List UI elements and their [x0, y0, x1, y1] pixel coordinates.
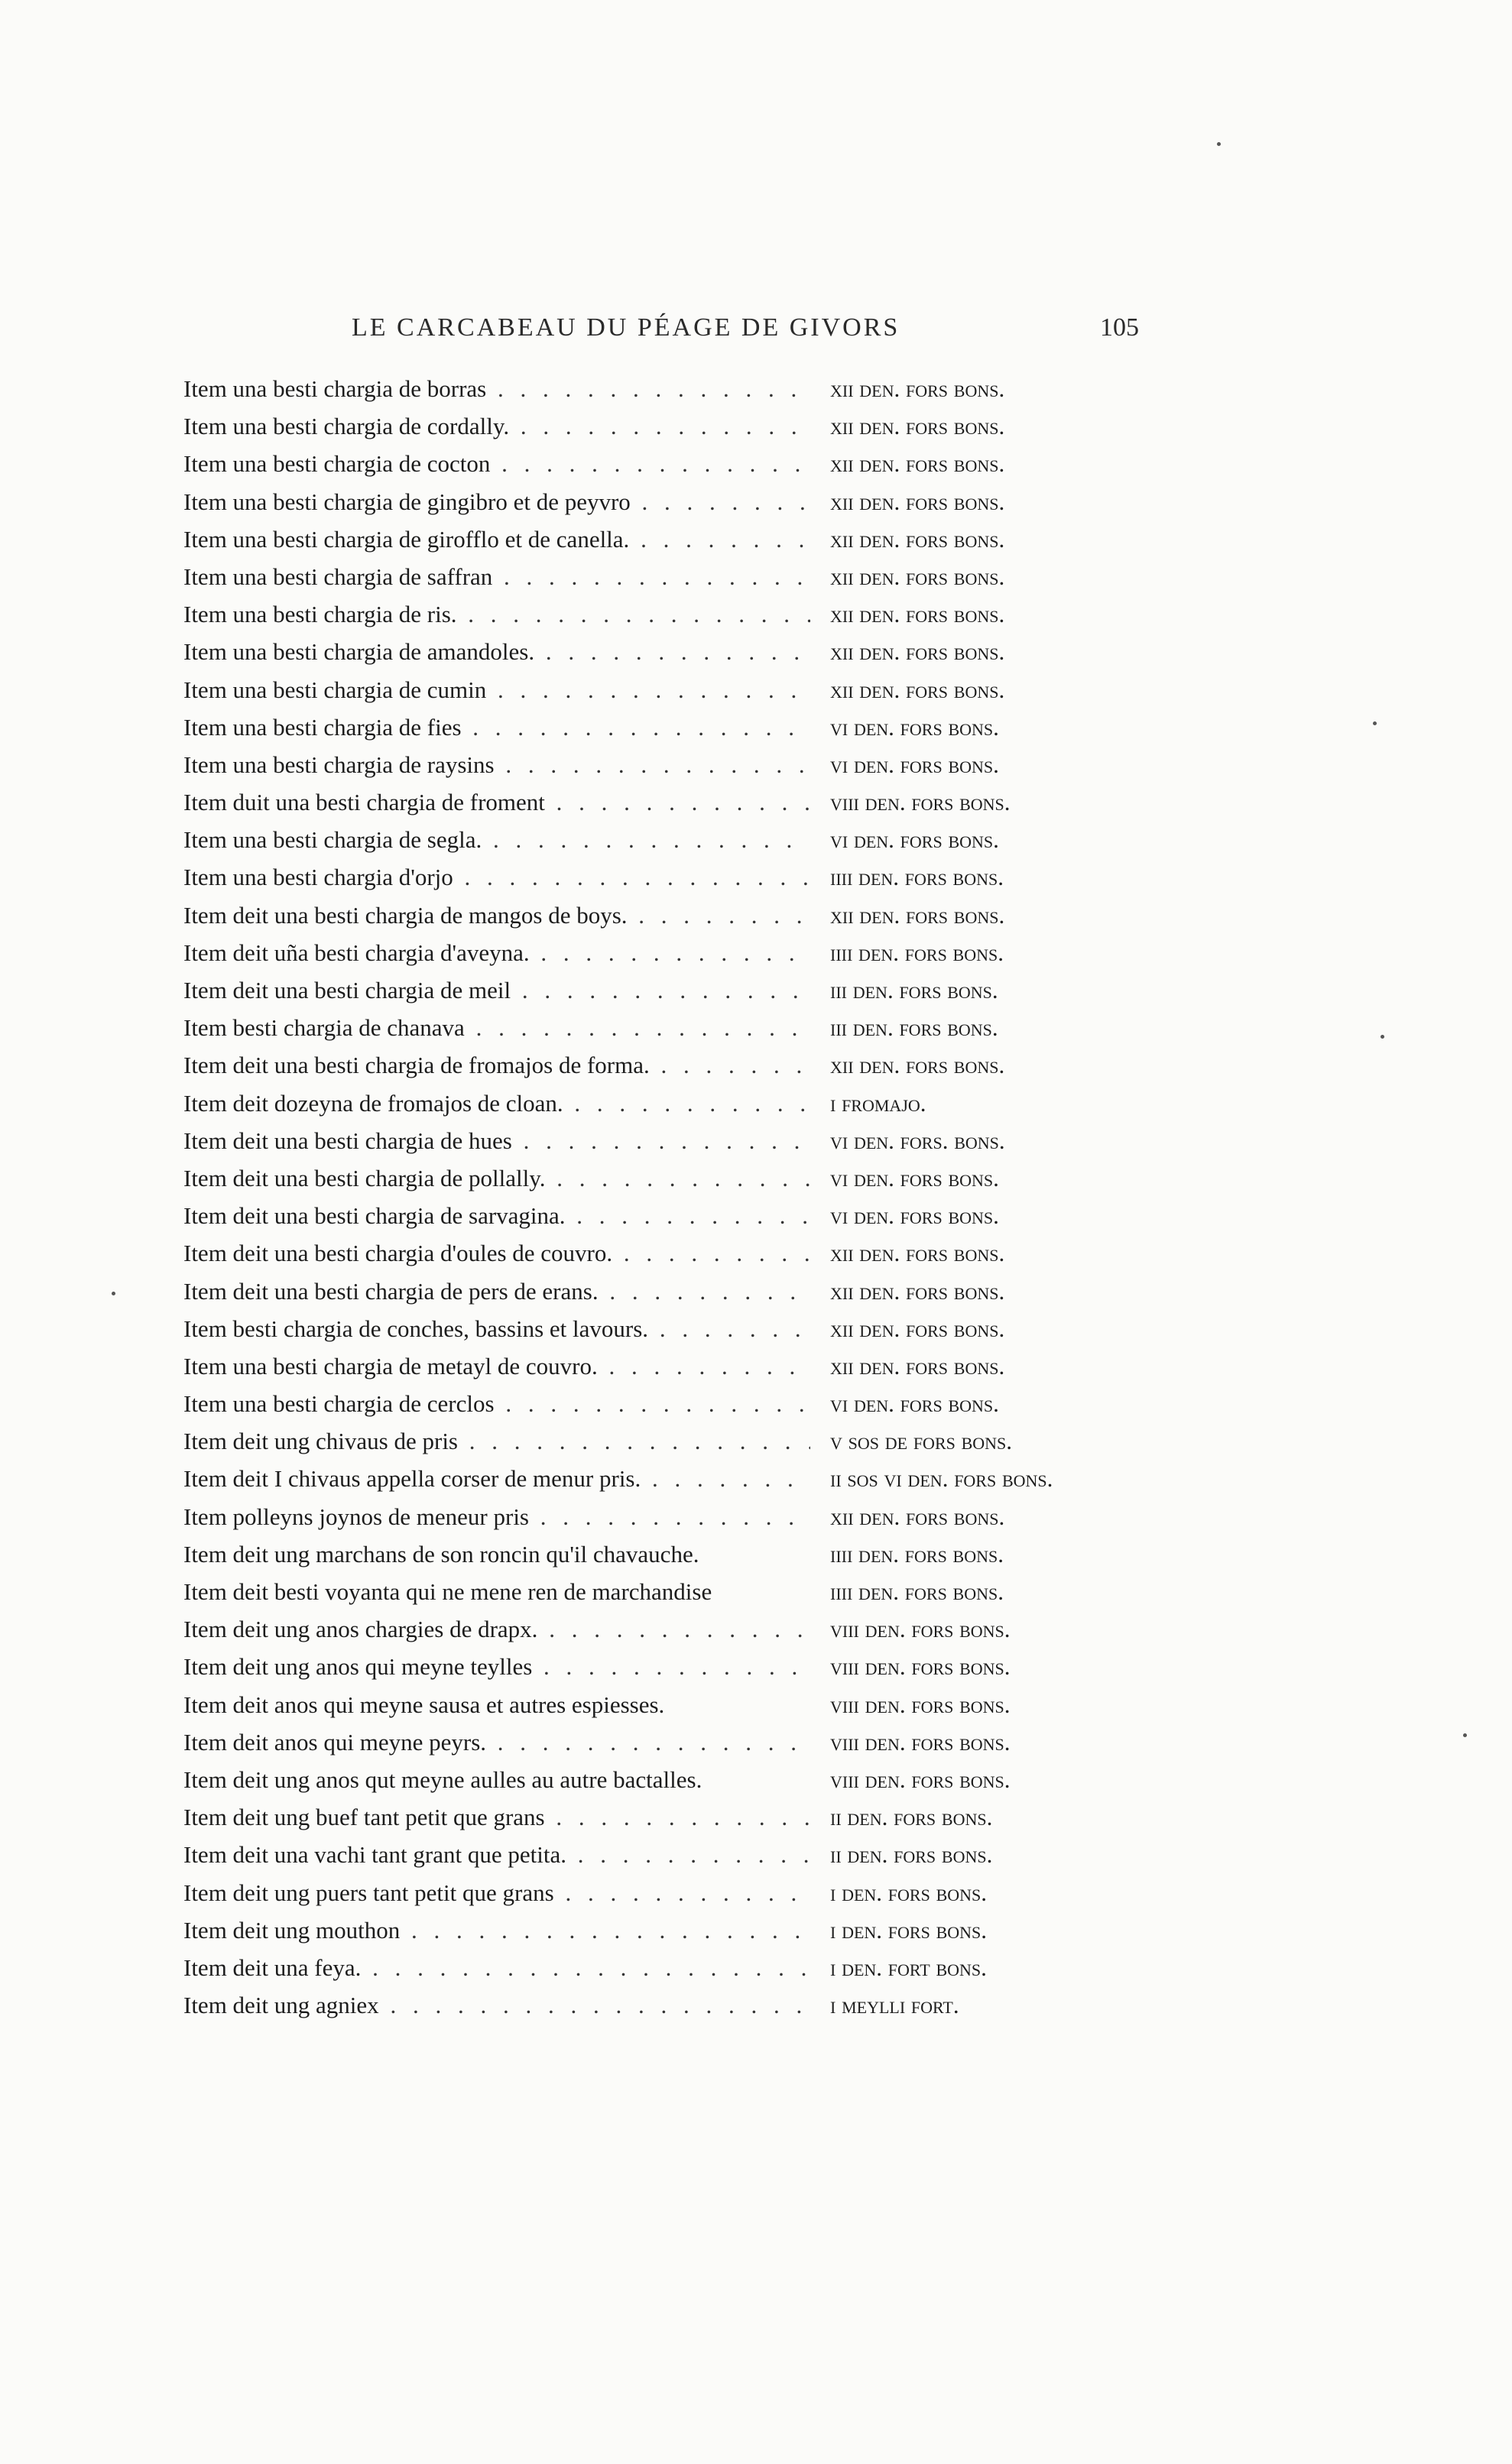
entry-item-text: Item besti chargia de conches, bassins et lavours. . . . [183, 1310, 810, 1347]
entry-rate: xii den. fors bons. [826, 445, 1004, 482]
tariff-entry [183, 1949, 1177, 1986]
tariff-entry [183, 1234, 1177, 1272]
entry-rate: viii den. fors bons. [826, 1648, 1011, 1685]
entry-rate: v sos de fors bons. [826, 1422, 1012, 1460]
entry-item-text: Item una besti chargia de cordally. . . . [183, 407, 810, 445]
tariff-entry [183, 1122, 1177, 1159]
entry-rate: xii den. fors bons. [826, 1498, 1004, 1535]
entry-item-text: Item deit anos qui meyne sausa et autres espiesses. [183, 1691, 665, 1718]
entry-rate: ii den. fors bons. [826, 1836, 992, 1873]
tariff-entry [183, 407, 1177, 445]
entry-item-text: Item deit I chivaus appella corser de menur pris. . . . [183, 1460, 810, 1497]
entry-item-text: Item deit anos qui meyne peyrs. . . . [183, 1723, 810, 1761]
tariff-entry [183, 1610, 1177, 1648]
entry-item-text: Item deit una vachi tant grant que petita. . . . [183, 1836, 810, 1873]
entry-item-text: Item deit una besti chargia de fromajos de forma. . . . [183, 1046, 810, 1084]
page-number: 105 [1100, 313, 1139, 342]
entry-rate: xii den. fors bons. [826, 1273, 1004, 1310]
entry-item-text: Item una besti chargia de fies . . . [183, 708, 810, 746]
entry-rate: viii den. fors bons. [826, 783, 1011, 821]
entry-rate: vi den. fors bons. [826, 1385, 999, 1422]
entry-item-text: Item una besti chargia de ris. . . . [183, 595, 810, 633]
tariff-entry [183, 708, 1177, 746]
entry-rate: xii den. fors bons. [826, 1310, 1004, 1347]
entry-item-text: Item deit ung buef tant petit que grans . . . [183, 1798, 810, 1836]
entry-rate: xii den. fors bons. [826, 595, 1004, 633]
tariff-entry [183, 1986, 1177, 2024]
entry-rate: xii den. fors bons. [826, 483, 1004, 520]
entry-item-text: Item una besti chargia de segla. . . . [183, 821, 810, 858]
entry-item-text: Item una besti chargia de amandoles. . . . [183, 633, 810, 670]
tariff-entry [183, 370, 1177, 407]
entry-item-text: Item deit ung puers tant petit que grans . . . [183, 1874, 810, 1911]
entry-rate: vi den. fors bons. [826, 746, 999, 783]
entry-rate: xii den. fors bons. [826, 1234, 1004, 1272]
entry-rate: viii den. fors bons. [826, 1686, 1011, 1723]
entry-rate: xii den. fors bons. [826, 370, 1004, 407]
tariff-entry [183, 896, 1177, 934]
entry-item-text: Item deit una feya. . . . [183, 1949, 810, 1986]
tariff-entry [183, 858, 1177, 896]
entry-item-text: Item una besti chargia de cocton . . . [183, 445, 810, 482]
entry-rate: i meylli fort. [826, 1986, 959, 2024]
tariff-entry [183, 671, 1177, 708]
entry-item-text: Item una besti chargia de raysins . . . [183, 746, 810, 783]
entry-rate: xii den. fors bons. [826, 1046, 1004, 1084]
entry-rate: viii den. fors bons. [826, 1723, 1011, 1761]
entry-rate: vi den. fors bons. [826, 821, 999, 858]
entry-item-text: Item polleyns joynos de meneur pris . . . [183, 1498, 810, 1535]
entry-rate: iii den. fors bons. [826, 971, 998, 1009]
entry-rate: iiii den. fors bons. [826, 934, 1004, 971]
entry-item-text: Item deit uña besti chargia d'aveyna. . . . [183, 934, 810, 971]
entry-item-text: Item deit una besti chargia de pers de erans. . . . [183, 1273, 810, 1310]
tariff-entry [183, 1686, 1177, 1723]
running-head [352, 313, 1139, 352]
tariff-entry [183, 1046, 1177, 1084]
entry-rate: iii den. fors bons. [826, 1009, 998, 1046]
entry-rate: xii den. fors bons. [826, 558, 1004, 595]
tariff-entry [183, 1573, 1177, 1610]
paper-speck [112, 1292, 115, 1295]
tariff-entry [183, 1836, 1177, 1873]
entry-item-text: Item besti chargia de chanava . . . [183, 1009, 810, 1046]
paper-speck [1463, 1733, 1467, 1737]
entry-item-text: Item deit ung agniex . . . [183, 1986, 810, 2024]
tariff-entry [183, 558, 1177, 595]
entry-rate: iiii den. fors bons. [826, 1573, 1004, 1610]
entry-item-text: Item deit una besti chargia d'oules de couvro. . . . [183, 1234, 810, 1272]
entry-item-text: Item una besti chargia de saffran . . . [183, 558, 810, 595]
tariff-entry [183, 1648, 1177, 1685]
entry-item-text: Item una besti chargia de girofflo et de canella. . . . [183, 520, 810, 558]
entry-item-text: Item una besti chargia de metayl de couvro. . . . [183, 1347, 810, 1385]
entry-item-text: Item deit una besti chargia de meil . . . [183, 971, 810, 1009]
entry-rate: vi den. fors bons. [826, 1197, 999, 1234]
paper-speck [1373, 721, 1377, 725]
entry-item-text: Item deit ung marchans de son roncin qu'il chavauche. [183, 1540, 699, 1568]
tariff-entry [183, 1874, 1177, 1911]
tariff-entry [183, 520, 1177, 558]
entry-item-text: Item una besti chargia de cumin . . . [183, 671, 810, 708]
tariff-entry [183, 1310, 1177, 1347]
entry-item-text: Item deit ung anos qut meyne aulles au autre bactalles. [183, 1765, 702, 1793]
entry-rate: xii den. fors bons. [826, 407, 1004, 445]
tariff-entry [183, 1460, 1177, 1497]
entry-item-text: Item deit una besti chargia de sarvagina. . . . [183, 1197, 810, 1234]
tariff-entry [183, 1761, 1177, 1798]
entry-item-text: Item deit una besti chargia de hues . . . [183, 1122, 810, 1159]
entry-rate: i den. fort bons. [826, 1949, 987, 1986]
entry-rate: ii den. fors bons. [826, 1798, 992, 1836]
tariff-entry [183, 1385, 1177, 1422]
tariff-entry [183, 746, 1177, 783]
entry-item-text: Item una besti chargia de borras . . . [183, 370, 810, 407]
tariff-entry [183, 595, 1177, 633]
entry-rate: xii den. fors bons. [826, 520, 1004, 558]
running-title: LE CARCABEAU DU PÉAGE DE GIVORS [352, 313, 900, 342]
entry-rate: vi den. fors bons. [826, 1159, 999, 1197]
entry-item-text: Item una besti chargia d'orjo . . . [183, 858, 810, 896]
entry-item-text: Item deit dozeyna de fromajos de cloan. . . . [183, 1084, 810, 1122]
tariff-entry [183, 1911, 1177, 1949]
entry-item-text: Item duit una besti chargia de froment . . . [183, 783, 810, 821]
tariff-entry [183, 1009, 1177, 1046]
entry-rate: viii den. fors bons. [826, 1610, 1011, 1648]
tariff-entry [183, 971, 1177, 1009]
tariff-entry [183, 633, 1177, 670]
tariff-entry [183, 1498, 1177, 1535]
entry-item-text: Item deit una besti chargia de pollally. . . . [183, 1159, 810, 1197]
entry-rate: vi den. fors. bons. [826, 1122, 1005, 1159]
tariff-entry [183, 1723, 1177, 1761]
entry-rate: i fromajo. [826, 1084, 926, 1122]
tariff-entry [183, 821, 1177, 858]
tariff-entry [183, 1273, 1177, 1310]
entry-rate: xii den. fors bons. [826, 1347, 1004, 1385]
entry-item-text: Item una besti chargia de gingibro et de peyvro . . . [183, 483, 810, 520]
tariff-entry [183, 1535, 1177, 1573]
toll-tariff-list [183, 370, 1177, 2024]
entry-rate: i den. fors bons. [826, 1911, 987, 1949]
entry-rate: xii den. fors bons. [826, 633, 1004, 670]
entry-item-text: Item deit ung mouthon . . . [183, 1911, 810, 1949]
tariff-entry [183, 1422, 1177, 1460]
entry-item-text: Item deit ung chivaus de pris . . . [183, 1422, 810, 1460]
entry-rate: xii den. fors bons. [826, 896, 1004, 934]
tariff-entry [183, 1159, 1177, 1197]
entry-item-text: Item deit besti voyanta qui ne mene ren de marchandise [183, 1578, 712, 1605]
entry-rate: iiii den. fors bons. [826, 858, 1004, 896]
entry-item-text: Item deit ung anos chargies de drapx. . . . [183, 1610, 810, 1648]
tariff-entry [183, 1197, 1177, 1234]
entry-item-text: Item una besti chargia de cerclos . . . [183, 1385, 810, 1422]
tariff-entry [183, 1798, 1177, 1836]
entry-item-text: Item deit ung anos qui meyne teylles . . . [183, 1648, 810, 1685]
entry-rate: viii den. fors bons. [826, 1761, 1011, 1798]
paper-speck [1217, 142, 1221, 146]
entry-rate: vi den. fors bons. [826, 708, 999, 746]
tariff-entry [183, 483, 1177, 520]
entry-rate: ii sos vi den. fors bons. [826, 1460, 1053, 1497]
entry-rate: i den. fors bons. [826, 1874, 987, 1911]
tariff-entry [183, 783, 1177, 821]
paper-speck [1381, 1035, 1384, 1039]
entry-item-text: Item deit una besti chargia de mangos de boys. . . . [183, 896, 810, 934]
tariff-entry [183, 1347, 1177, 1385]
tariff-entry [183, 1084, 1177, 1122]
entry-rate: xii den. fors bons. [826, 671, 1004, 708]
tariff-entry [183, 934, 1177, 971]
entry-rate: iiii den. fors bons. [826, 1535, 1004, 1573]
tariff-entry [183, 445, 1177, 482]
